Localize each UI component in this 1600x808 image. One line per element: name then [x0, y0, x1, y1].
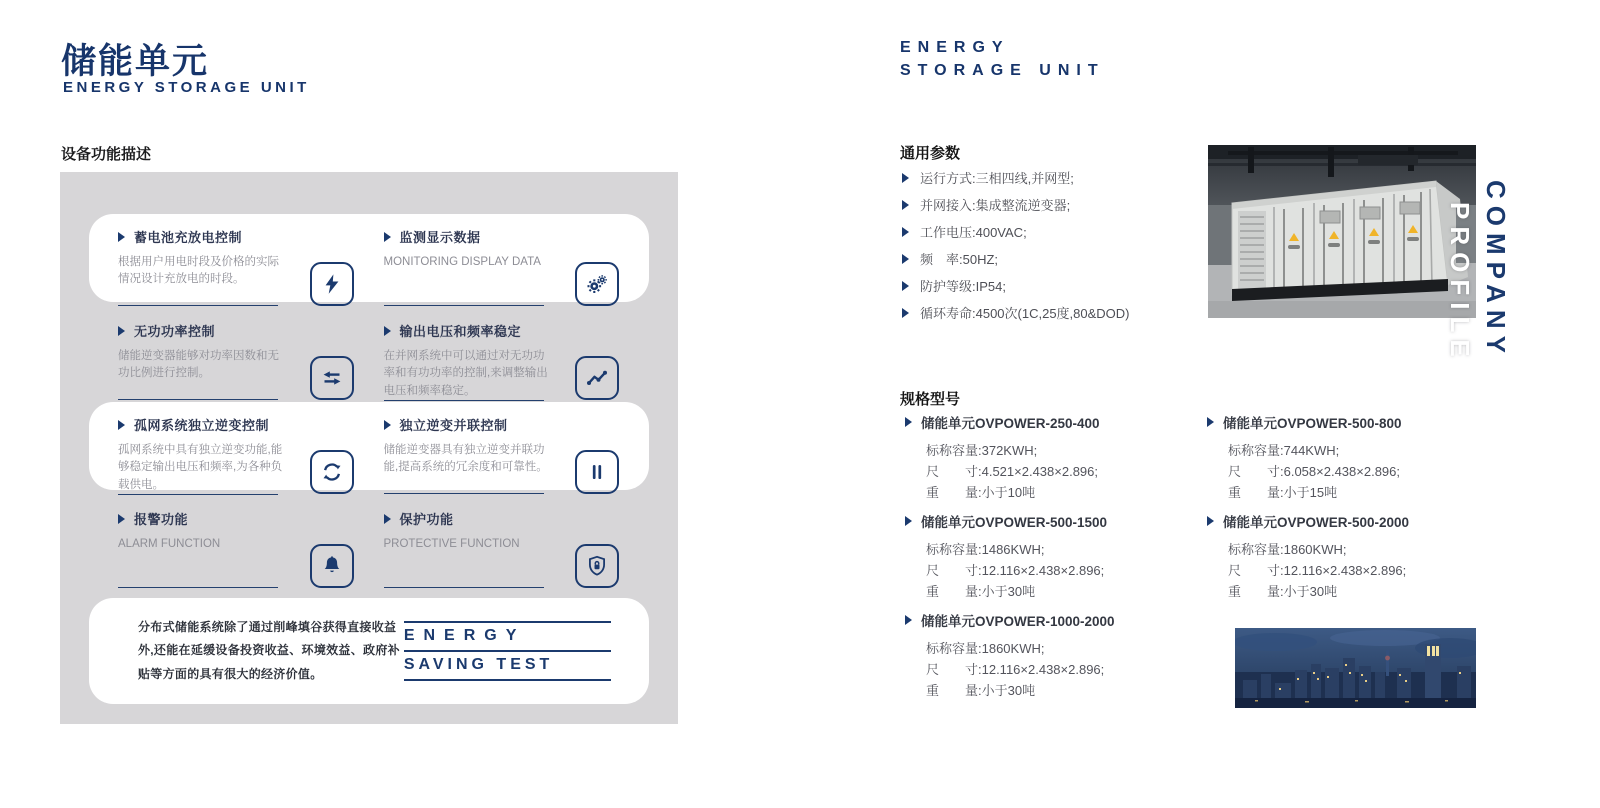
- feature-title: 输出电压和频率稳定: [399, 324, 522, 339]
- underline-rule: [384, 305, 544, 306]
- feature-row: [89, 496, 649, 584]
- model-weight: 重 量:小于30吨: [926, 584, 1036, 599]
- model-weight: 重 量:小于30吨: [926, 683, 1036, 698]
- param-item: [902, 218, 1130, 245]
- right-page-header: [900, 36, 1105, 82]
- swap-arrows-icon: [310, 356, 354, 400]
- triangle-bullet-icon: [384, 514, 391, 524]
- bell-icon: [310, 544, 354, 588]
- model-name: 储能单元OVPOWER-500-1500: [921, 515, 1108, 530]
- feature-item: [118, 227, 364, 302]
- triangle-bullet-icon: [384, 420, 391, 430]
- param-text: 工作电压:400VAC;: [920, 225, 1027, 240]
- model-weight: 重 量:小于15吨: [1228, 485, 1338, 500]
- underline-rule: [384, 587, 544, 588]
- feature-title: 独立逆变并联控制: [399, 418, 508, 433]
- triangle-bullet-icon: [902, 173, 909, 183]
- model-capacity: 标称容量:372KWH;: [926, 443, 1038, 458]
- spec-models-heading: 规格型号: [900, 391, 961, 408]
- feature-item: [384, 321, 630, 396]
- feature-desc: ALARM FUNCTION: [118, 538, 221, 550]
- model-name: 储能单元OVPOWER-1000-2000: [921, 614, 1115, 629]
- right-header-line-1: ENERGY: [900, 39, 1010, 56]
- gears-icon: [575, 262, 619, 306]
- general-params-list: [902, 164, 1130, 326]
- feature-item: [384, 227, 630, 302]
- model-size: 尺 寸:12.116×2.438×2.896;: [1228, 563, 1407, 578]
- param-item: [902, 191, 1130, 218]
- feature-title: 无功功率控制: [134, 324, 216, 339]
- param-text: 频 率:50HZ;: [920, 252, 999, 267]
- model-block: [905, 412, 1205, 503]
- feature-item: [118, 509, 364, 584]
- triangle-bullet-icon: [1207, 417, 1214, 427]
- energy-saving-test-badge: [404, 621, 611, 681]
- features-panel: [60, 172, 678, 724]
- underline-rule: [118, 305, 278, 306]
- triangle-bullet-icon: [905, 615, 912, 625]
- feature-row: [89, 308, 649, 396]
- param-item: [902, 245, 1130, 272]
- feature-title: 报警功能: [134, 512, 189, 527]
- vertical-label-profile: PROFILE: [1445, 202, 1475, 364]
- param-text: 循环寿命:4500次(1C,25度,80&DOD): [920, 306, 1130, 321]
- underline-rule: [384, 400, 544, 401]
- feature-desc: PROTECTIVE FUNCTION: [383, 538, 520, 550]
- summary-card: [89, 598, 649, 704]
- feature-title: 监测显示数据: [399, 230, 481, 245]
- storage-container-photo: [1208, 145, 1476, 318]
- model-block: [1207, 511, 1507, 602]
- feature-item: [384, 509, 630, 584]
- feature-title: 蓄电池充放电控制: [134, 230, 243, 245]
- model-size: 尺 寸:4.521×2.438×2.896;: [926, 464, 1099, 479]
- triangle-bullet-icon: [905, 516, 912, 526]
- section-heading: 设备功能描述: [61, 146, 152, 163]
- model-capacity: 标称容量:744KWH;: [1228, 443, 1340, 458]
- feature-desc: 储能逆变器能够对功率因数和无功比例进行控制。: [118, 350, 279, 380]
- feature-row: [89, 214, 649, 302]
- triangle-bullet-icon: [384, 232, 391, 242]
- model-name: 储能单元OVPOWER-500-800: [1223, 416, 1402, 431]
- model-name: 储能单元OVPOWER-500-2000: [1223, 515, 1410, 530]
- triangle-bullet-icon: [1207, 516, 1214, 526]
- param-item: [902, 272, 1130, 299]
- underline-rule: [118, 399, 278, 400]
- triangle-bullet-icon: [902, 308, 909, 318]
- triangle-bullet-icon: [902, 227, 909, 237]
- triangle-bullet-icon: [902, 254, 909, 264]
- triangle-bullet-icon: [384, 326, 391, 336]
- city-skyline-photo: [1235, 628, 1476, 708]
- model-block: [1207, 412, 1507, 503]
- model-capacity: 标称容量:1860KWH;: [1228, 542, 1347, 557]
- param-item: [902, 164, 1130, 191]
- triangle-bullet-icon: [118, 326, 125, 336]
- badge-line-2: SAVING TEST: [404, 650, 611, 679]
- feature-desc: MONITORING DISPLAY DATA: [383, 256, 541, 268]
- general-params-heading: 通用参数: [900, 145, 961, 162]
- feature-desc: 孤网系统中具有独立逆变功能,能够稳定输出电压和频率,为各种负载供电。: [118, 444, 283, 491]
- feature-desc: 在并网系统中可以通过对无功功率和有功功率的控制,来调整输出电压和频率稳定。: [383, 350, 548, 397]
- feature-title: 孤网系统独立逆变控制: [134, 418, 270, 433]
- summary-text: 分布式储能系统除了通过削峰填谷获得直接收益外,还能在延缓设备投资收益、环境效益、政府补贴等方面的具有很大的经济价值。: [138, 619, 400, 681]
- model-capacity: 标称容量:1860KWH;: [926, 641, 1045, 656]
- model-weight: 重 量:小于30吨: [1228, 584, 1338, 599]
- feature-item: [384, 415, 630, 490]
- model-size: 尺 寸:6.058×2.438×2.896;: [1228, 464, 1401, 479]
- feature-desc: 根据用户用电时段及价格的实际情况设计充放电的时段。: [118, 256, 279, 286]
- feature-title: 保护功能: [399, 512, 454, 527]
- vertical-label-company: COMPANY: [1481, 180, 1511, 360]
- feature-item: [118, 415, 364, 490]
- badge-line-1: ENERGY: [404, 621, 611, 650]
- feature-row: [89, 402, 649, 490]
- triangle-bullet-icon: [118, 420, 125, 430]
- model-size: 尺 寸:12.116×2.438×2.896;: [926, 662, 1105, 677]
- page-subtitle: ENERGY STORAGE UNIT: [63, 79, 310, 96]
- right-header-line-2: STORAGE UNIT: [900, 62, 1105, 79]
- triangle-bullet-icon: [902, 200, 909, 210]
- param-item: [902, 299, 1130, 326]
- model-name: 储能单元OVPOWER-250-400: [921, 416, 1100, 431]
- model-block: [905, 610, 1205, 701]
- model-capacity: 标称容量:1486KWH;: [926, 542, 1045, 557]
- feature-desc: 储能逆变器具有独立逆变并联功能,提高系统的冗余度和可靠性。: [383, 444, 548, 474]
- param-text: 运行方式:三相四线,并网型;: [920, 171, 1074, 186]
- lightning-icon: [310, 262, 354, 306]
- model-weight: 重 量:小于10吨: [926, 485, 1036, 500]
- underline-rule: [384, 493, 544, 494]
- triangle-bullet-icon: [902, 281, 909, 291]
- shield-lock-icon: [575, 544, 619, 588]
- triangle-bullet-icon: [118, 232, 125, 242]
- underline-rule: [118, 587, 278, 588]
- param-text: 并网接入:集成整流逆变器;: [920, 198, 1071, 213]
- sync-icon: [310, 450, 354, 494]
- page-title: 储能单元: [61, 42, 210, 81]
- model-size: 尺 寸:12.116×2.438×2.896;: [926, 563, 1105, 578]
- trend-chart-icon: [575, 356, 619, 400]
- pause-icon: [575, 450, 619, 494]
- triangle-bullet-icon: [905, 417, 912, 427]
- underline-rule: [118, 494, 278, 495]
- model-block: [905, 511, 1205, 602]
- param-text: 防护等级:IP54;: [920, 279, 1006, 294]
- feature-item: [118, 321, 364, 396]
- triangle-bullet-icon: [118, 514, 125, 524]
